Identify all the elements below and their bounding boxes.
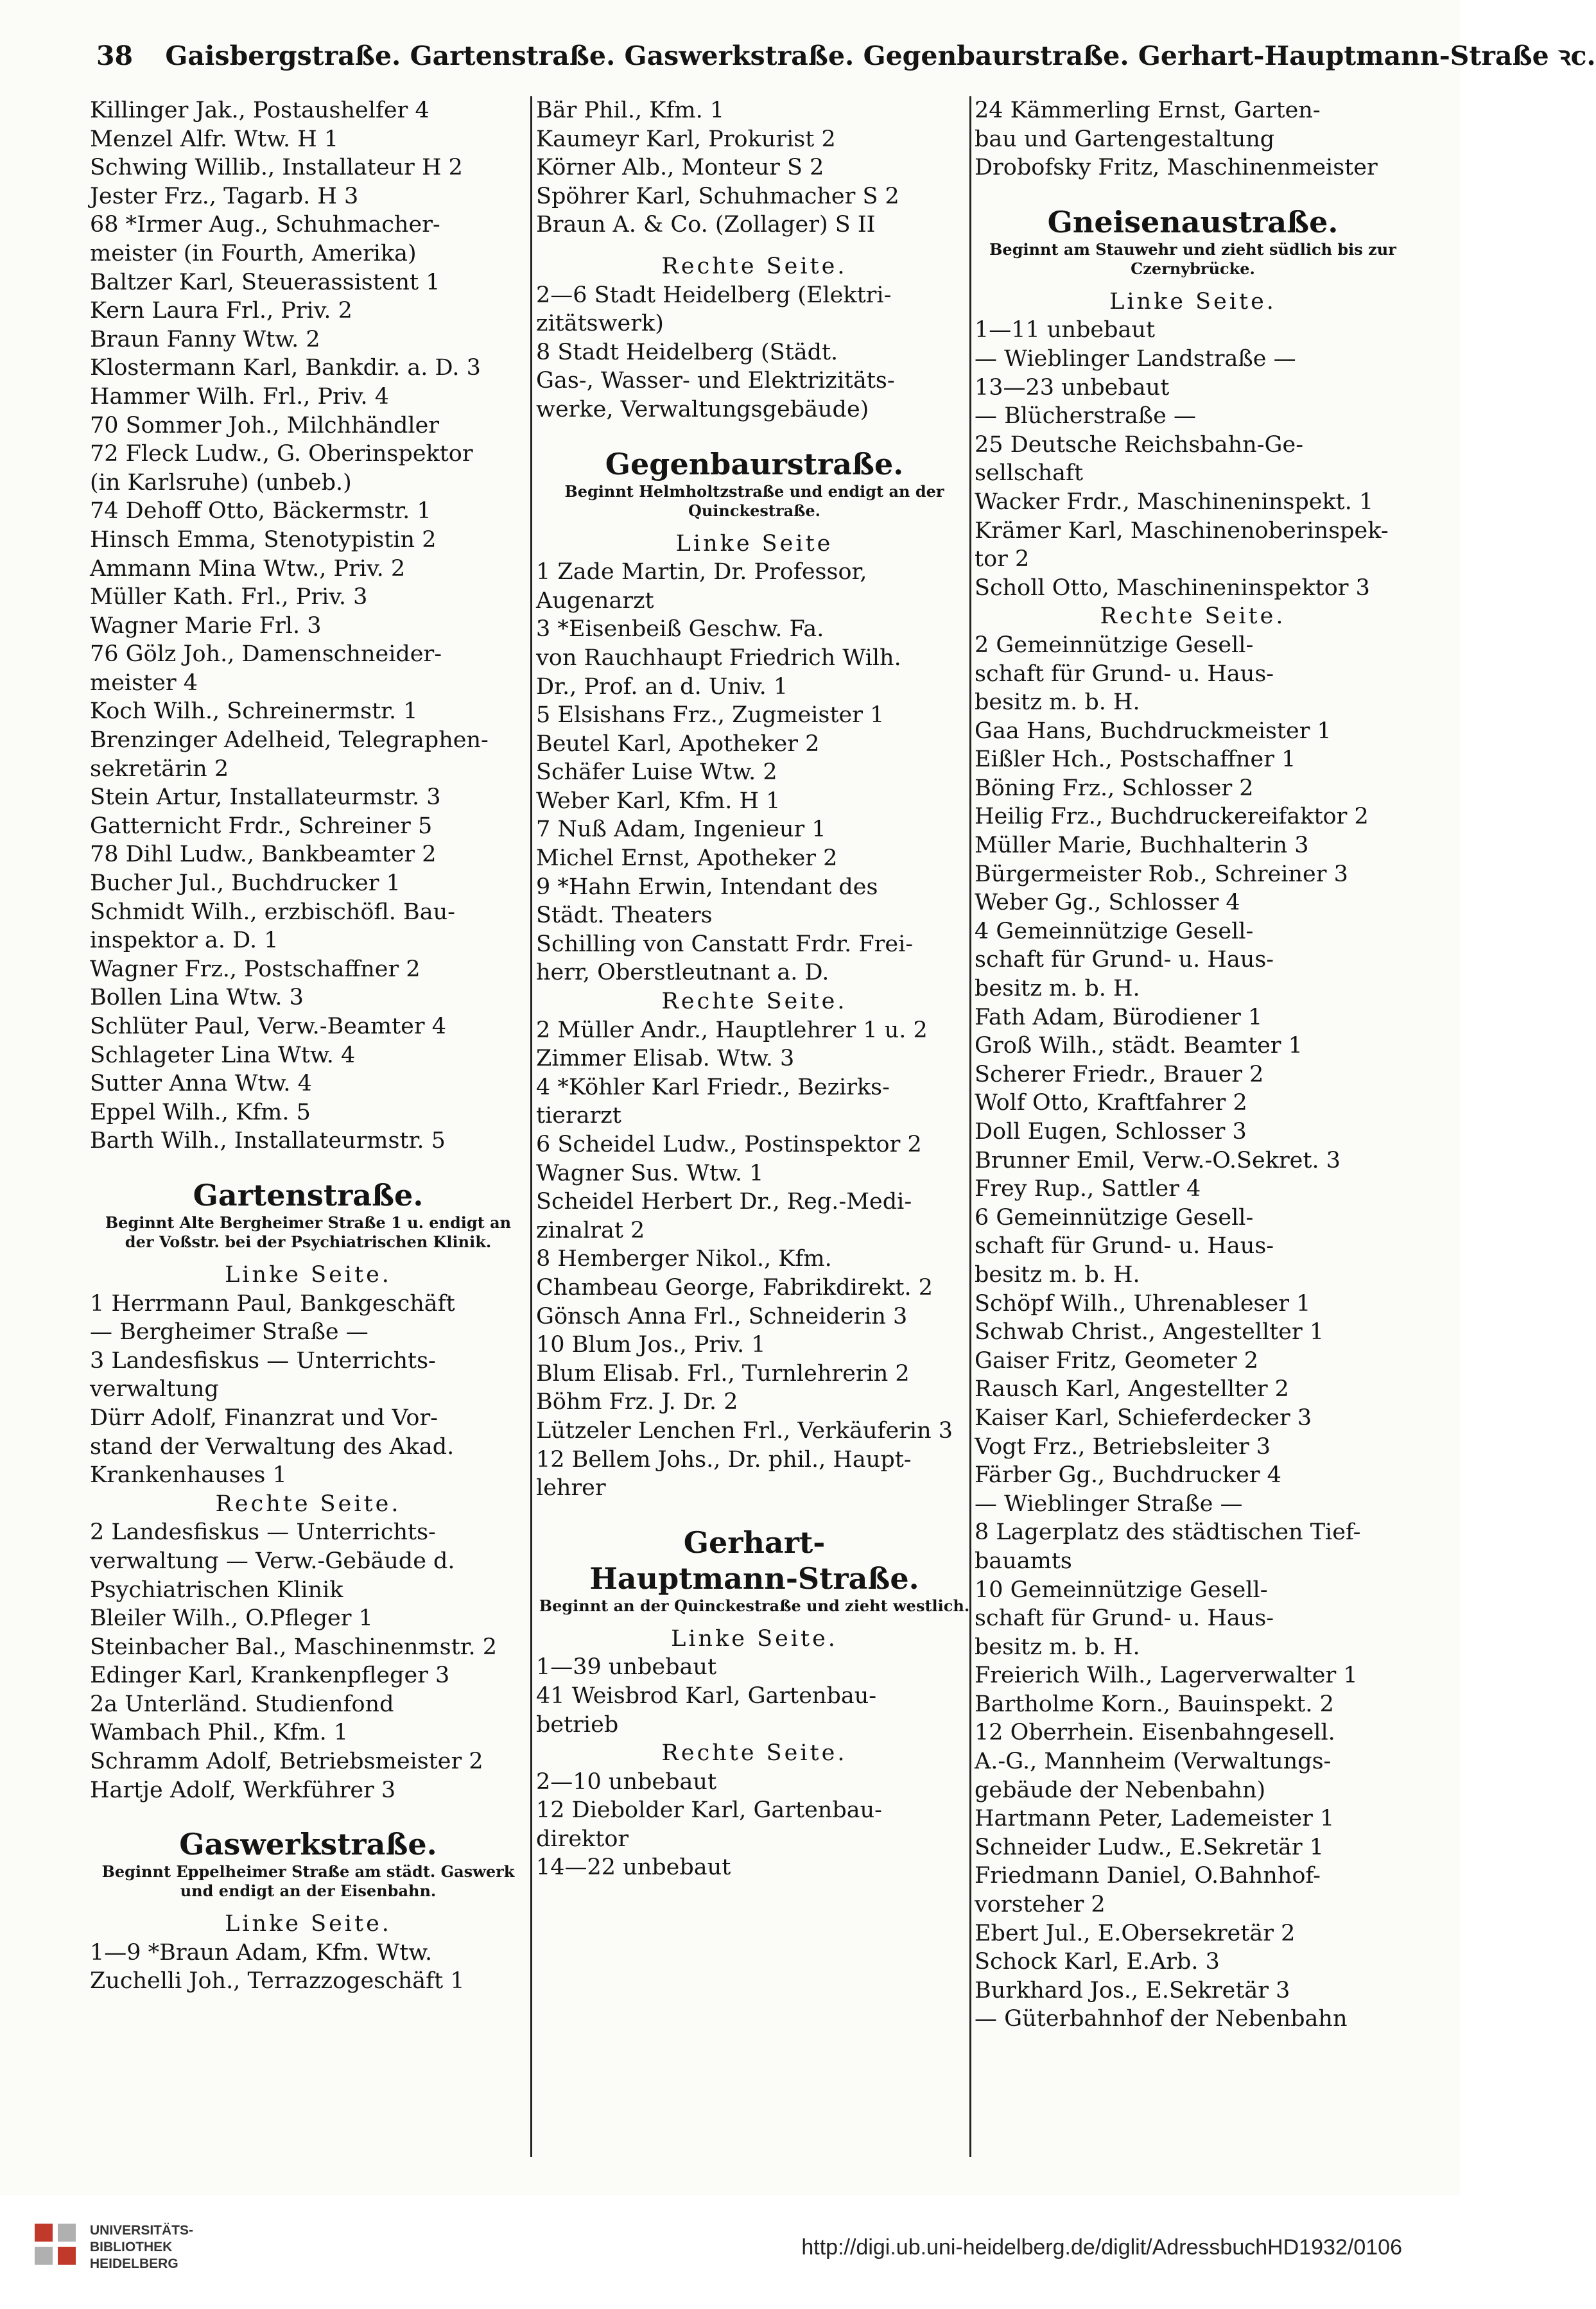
directory-entry-line: betrieb [536, 1711, 619, 1738]
directory-entry-line: Müller Kath. Frl., Priv. 3 [90, 584, 368, 610]
page-number: 38 [96, 40, 134, 71]
directory-entry-line: Scheidel Herbert Dr., Reg.-Medi- [536, 1189, 912, 1215]
directory-entry-line: Hinsch Emma, Stenotypistin 2 [90, 526, 437, 553]
directory-entry-line: 1 Herrmann Paul, Bankgeschäft [90, 1290, 455, 1317]
directory-entry-line: 3 *Eisenbeiß Geschw. Fa. [536, 616, 824, 643]
directory-entry-line: vorsteher 2 [975, 1892, 1106, 1918]
directory-entry-line: Kern Laura Frl., Priv. 2 [90, 298, 352, 324]
directory-entry-line: Doll Eugen, Schlosser 3 [975, 1119, 1247, 1145]
permalink-url[interactable]: http://digi.ub.uni-heidelberg.de/diglit/AdressbuchHD1932/0106 [801, 2235, 1402, 2260]
gegenbaurstrasse-right-list [536, 1016, 973, 1503]
directory-entry-line: Zimmer Elisab. Wtw. 3 [536, 1046, 795, 1072]
directory-entry-line: Kaumeyr Karl, Prokurist 2 [536, 126, 836, 152]
directory-entry-line: direktor [536, 1826, 629, 1852]
directory-entry-line: 70 Sommer Joh., Milchhändler [90, 412, 440, 438]
directory-entry-line: Wagner Frz., Postschaffner 2 [90, 956, 421, 982]
side-label: Linke Seite. [225, 1911, 392, 1937]
directory-entry-line: 1—39 unbebaut [536, 1654, 717, 1681]
gegenbaurstrasse-left-list [536, 558, 973, 987]
column-1 [90, 96, 526, 1996]
directory-entry-line: Michel Ernst, Apotheker 2 [536, 845, 838, 872]
library-name [90, 2222, 193, 2272]
directory-entry-line: Städt. Theaters [536, 903, 713, 929]
directory-entry-line: 10 Gemeinnützige Gesell- [975, 1577, 1268, 1603]
directory-entry-line: Gas-, Wasser- und Elektrizitäts- [536, 368, 895, 394]
directory-entry-line: Vogt Frz., Betriebsleiter 3 [975, 1433, 1271, 1460]
side-label: Rechte Seite. [1100, 603, 1286, 630]
directory-entry-line: Böning Frz., Schlosser 2 [975, 775, 1254, 801]
directory-entry-line: — Blücherstraße — [975, 403, 1197, 429]
directory-entry-line: Killinger Jak., Postaushelfer 4 [90, 98, 429, 123]
directory-entry-line: Böhm Frz. J. Dr. 2 [536, 1389, 738, 1415]
directory-entry-line: Hartmann Peter, Lademeister 1 [975, 1806, 1335, 1832]
directory-entry-line: Bär Phil., Kfm. 1 [536, 98, 725, 123]
side-label: Rechte Seite. [661, 989, 847, 1015]
gartenstrasse-right-list [90, 1518, 526, 1804]
digitization-footer [0, 2195, 1460, 2309]
directory-entry-line: Spöhrer Karl, Schuhmacher S 2 [536, 183, 899, 209]
directory-entry-line: Beutel Karl, Apotheker 2 [536, 731, 820, 757]
section-note-gerhart: Beginnt an der Quinckestraße und zieht westlich. [539, 1596, 970, 1615]
directory-entry-line: Friedmann Daniel, O.Bahnhof- [975, 1863, 1321, 1889]
directory-entry-line: 2—6 Stadt Heidelberg (Elektri- [536, 282, 892, 308]
directory-entry-line: Rausch Karl, Angestellter 2 [975, 1376, 1289, 1403]
directory-entry-line: Augenarzt [536, 587, 654, 614]
column-divider [530, 96, 532, 2157]
side-label: Rechte Seite. [661, 1740, 847, 1767]
gartenstrasse-left-list [90, 1290, 526, 1490]
directory-entry-line: Bürgermeister Rob., Schreiner 3 [975, 861, 1348, 887]
directory-entry-line: (in Karlsruhe) (unbeb.) [90, 469, 352, 496]
directory-entry-line: 4 *Köhler Karl Friedr., Bezirks- [536, 1074, 890, 1100]
directory-entry-line: 76 Gölz Joh., Damenschneider- [90, 641, 442, 668]
section-heading-gartenstrasse: Gartenstraße. [193, 1177, 424, 1213]
directory-entry-line: Krämer Karl, Maschinenoberinspek- [975, 517, 1389, 544]
gerhart-right-continued [975, 96, 1411, 182]
library-name-line: UNIVERSITÄTS- [90, 2223, 194, 2238]
directory-entry-line: Klostermann Karl, Bankdir. a. D. 3 [90, 355, 481, 381]
directory-entry-line: Gatternicht Frdr., Schreiner 5 [90, 813, 433, 839]
directory-entry-line: Brenzinger Adelheid, Telegraphen- [90, 727, 489, 754]
directory-entry-line: Eißler Hch., Postschaffner 1 [975, 747, 1296, 773]
page-header [96, 37, 1596, 76]
directory-entry-line: Groß Wilh., städt. Beamter 1 [975, 1033, 1303, 1059]
directory-entry-line: 8 Lagerplatz des städtischen Tief- [975, 1519, 1361, 1546]
directory-entry-line: zinalrat 2 [536, 1217, 645, 1243]
directory-entry-line: schaft für Grund- u. Haus- [975, 661, 1274, 687]
directory-entry-line: — Bergheimer Straße — [90, 1319, 369, 1345]
directory-entry-line: 78 Dihl Ludw., Bankbeamter 2 [90, 842, 437, 868]
directory-entry-line: 2 Gemeinnützige Gesell- [975, 632, 1254, 658]
directory-entry-line: Schwing Willib., Installateur H 2 [90, 155, 463, 181]
directory-entry-line: Weber Karl, Kfm. H 1 [536, 788, 781, 814]
side-label: Linke Seite [675, 530, 833, 557]
directory-entry-line: 68 *Irmer Aug., Schuhmacher- [90, 212, 440, 238]
section-heading-gegenbaurstrasse: Gegenbaurstraße. [605, 446, 904, 481]
directory-entry-line: Steinbacher Bal., Maschinenmstr. 2 [90, 1634, 498, 1660]
directory-entry-line: Wolf Otto, Kraftfahrer 2 [975, 1090, 1247, 1116]
directory-entry-line: Brunner Emil, Verw.-O.Sekret. 3 [975, 1147, 1340, 1173]
directory-entry-line: — Wieblinger Landstraße — [975, 345, 1296, 372]
directory-entry-line: 8 Stadt Heidelberg (Städt. [536, 339, 838, 365]
section-heading-gerhart: Gerhart- [683, 1525, 826, 1560]
directory-entry-line: Scherer Friedr., Brauer 2 [975, 1061, 1264, 1087]
directory-entry-line: Lützeler Lenchen Frl., Verkäuferin 3 [536, 1417, 953, 1444]
directory-entry-line: verwaltung — Verw.-Gebäude d. [90, 1548, 455, 1574]
directory-entry-line: 12 Oberrhein. Eisenbahngesell. [975, 1720, 1335, 1746]
directory-entry-line: besitz m. b. H. [975, 689, 1140, 716]
directory-entry-line: Fath Adam, Bürodiener 1 [975, 1004, 1263, 1030]
side-label: Rechte Seite. [215, 1491, 401, 1517]
directory-entry-line: Braun A. & Co. (Zollager) S II [536, 212, 876, 238]
directory-entry-line: Stein Artur, Installateurmstr. 3 [90, 784, 441, 811]
directory-entry-line: Jester Frz., Tagarb. H 3 [90, 183, 359, 209]
directory-entry-line: Ammann Mina Wtw., Priv. 2 [90, 555, 406, 582]
directory-entry-line: 74 Dehoff Otto, Bäckermstr. 1 [90, 498, 431, 524]
directory-entry-line: 5 Elsishans Frz., Zugmeister 1 [536, 702, 885, 729]
directory-entry-line: Heilig Frz., Buchdruckereifaktor 2 [975, 804, 1369, 830]
directory-entry-line: Wagner Marie Frl. 3 [90, 612, 322, 639]
directory-entry-line: Wambach Phil., Kfm. 1 [90, 1720, 349, 1746]
directory-entry-line: 3 Landesfiskus — Unterrichts- [90, 1347, 436, 1374]
section-heading-gneisenaustrasse: Gneisenaustraße. [1047, 204, 1339, 239]
directory-entry-line: 8 Hemberger Nikol., Kfm. [536, 1246, 832, 1272]
directory-entry-line: besitz m. b. H. [975, 1634, 1140, 1660]
directory-entry-line: 12 Diebolder Karl, Gartenbau- [536, 1797, 882, 1824]
directory-entry-line: — Güterbahnhof der Nebenbahn [975, 2006, 1348, 2032]
directory-entry-line: 6 Scheidel Ludw., Postinspektor 2 [536, 1132, 922, 1157]
directory-entry-line: 6 Gemeinnützige Gesell- [975, 1204, 1254, 1231]
directory-entry-line: tor 2 [975, 546, 1030, 573]
directory-entry-line: — Wieblinger Straße — [975, 1491, 1243, 1517]
directory-entry-line: Dr., Prof. an d. Univ. 1 [536, 673, 788, 700]
directory-entry-line: Eppel Wilh., Kfm. 5 [90, 1099, 311, 1125]
library-name-line: HEIDELBERG [90, 2256, 178, 2271]
directory-entry-line: Schneider Ludw., E.Sekretär 1 [975, 1834, 1324, 1860]
directory-entry-line: Schlüter Paul, Verw.-Beamter 4 [90, 1014, 446, 1039]
directory-entry-line: Wagner Sus. Wtw. 1 [536, 1160, 764, 1186]
directory-entry-line: Gaiser Fritz, Geometer 2 [975, 1347, 1259, 1374]
directory-entry-line: Bartholme Korn., Bauinspekt. 2 [975, 1691, 1334, 1717]
side-label: Rechte Seite. [661, 253, 847, 279]
gerhart-right-list [536, 1768, 973, 1882]
directory-entry-line: Barth Wilh., Installateurmstr. 5 [90, 1128, 446, 1154]
directory-entry-line: 2a Unterländ. Studienfond [90, 1691, 394, 1717]
directory-entry-line: Dürr Adolf, Finanzrat und Vor- [90, 1405, 438, 1431]
directory-entry-line: Psychiatrischen Klinik [90, 1577, 343, 1603]
directory-entry-line: 14—22 unbebaut [536, 1855, 731, 1881]
directory-entry-line: Edinger Karl, Krankenpfleger 3 [90, 1663, 450, 1689]
directory-entry-line: Schmidt Wilh., erzbischöfl. Bau- [90, 899, 455, 925]
university-library-logo-icon [32, 2221, 78, 2267]
directory-entry-line: Schäfer Luise Wtw. 2 [536, 759, 777, 786]
directory-entry-line: Gönsch Anna Frl., Schneiderin 3 [536, 1303, 908, 1329]
directory-entry-line: Schwab Christ., Angestellter 1 [975, 1319, 1324, 1345]
directory-entry-line: A.-G., Mannheim (Verwaltungs- [975, 1749, 1331, 1775]
directory-entry-line: Koch Wilh., Schreinermstr. 1 [90, 698, 418, 725]
directory-entry-line: bauamts [975, 1548, 1072, 1574]
library-name-line: BIBLIOTHEK [90, 2240, 173, 2254]
section-note-gaswerkstrasse: Beginnt Eppelheimer Straße am städt. Gaswerk und endigt an der Eisenbahn. [101, 1862, 515, 1901]
directory-entry-line: bau und Gartengestaltung [975, 126, 1275, 152]
directory-entry-line: Bollen Lina Wtw. 3 [90, 985, 304, 1011]
gaswerk-left-continued [536, 96, 973, 239]
directory-entry-line: tierarzt [536, 1103, 621, 1129]
directory-entry-line: 25 Deutsche Reichsbahn-Ge- [975, 431, 1304, 458]
directory-entry-line: besitz m. b. H. [975, 976, 1140, 1002]
directory-entry-line: 12 Bellem Johs., Dr. phil., Haupt- [536, 1446, 912, 1473]
directory-entry-line: Baltzer Karl, Steuerassistent 1 [90, 269, 440, 295]
directory-entry-line: Schramm Adolf, Betriebsmeister 2 [90, 1749, 483, 1775]
directory-entry-line: lehrer [536, 1475, 606, 1501]
directory-entry-line: von Rauchhaupt Friedrich Wilh. [536, 644, 901, 671]
directory-entry-line: 2 Müller Andr., Hauptlehrer 1 u. 2 [536, 1017, 928, 1043]
directory-entry-line: 1—9 *Braun Adam, Kfm. Wtw. [90, 1939, 433, 1966]
directory-entry-line: 2—10 unbebaut [536, 1769, 717, 1795]
directory-entry-line: verwaltung [90, 1376, 219, 1403]
directory-entry-line: Bleiler Wilh., O.Pfleger 1 [90, 1605, 373, 1632]
directory-entry-line: Krankenhauses 1 [90, 1462, 287, 1489]
directory-entry-line: Schöpf Wilh., Uhrenableser 1 [975, 1290, 1311, 1317]
directory-entry-line: 24 Kämmerling Ernst, Garten- [975, 98, 1321, 123]
directory-entry-line: schaft für Grund- u. Haus- [975, 1233, 1274, 1259]
directory-entry-line: inspektor a. D. 1 [90, 928, 279, 954]
directory-entry-line: meister (in Fourth, Amerika) [90, 240, 417, 266]
directory-entry-line: Burkhard Jos., E.Sekretär 3 [975, 1977, 1290, 2003]
directory-entry-line: Schilling von Canstatt Frdr. Frei- [536, 931, 914, 957]
directory-entry-line: schaft für Grund- u. Haus- [975, 947, 1274, 973]
directory-entry-line: herr, Oberstleutnant a. D. [536, 960, 829, 986]
directory-entry-line: zitätswerk) [536, 311, 664, 337]
column-3 [975, 96, 1411, 2034]
directory-entry-line: Schlageter Lina Wtw. 4 [90, 1042, 356, 1068]
directory-entry-line: Bucher Jul., Buchdrucker 1 [90, 870, 401, 897]
directory-entry-line: 4 Gemeinnützige Gesell- [975, 918, 1254, 944]
gaisbergstrasse-list [90, 96, 526, 1155]
directory-entry-line: Frey Rup., Sattler 4 [975, 1176, 1201, 1202]
side-label: Linke Seite. [671, 1625, 838, 1652]
directory-entry-line: 41 Weisbrod Karl, Gartenbau- [536, 1682, 877, 1709]
directory-entry-line: 9 *Hahn Erwin, Intendant des [536, 874, 878, 900]
column-2 [536, 96, 973, 1882]
directory-entry-line: Chambeau George, Fabrikdirekt. 2 [536, 1274, 933, 1301]
directory-entry-line: Ebert Jul., E.Obersekretär 2 [975, 1920, 1296, 1946]
section-heading-gaswerkstrasse: Gaswerkstraße. [179, 1827, 437, 1862]
directory-entry-line: 72 Fleck Ludw., G. Oberinspektor [90, 441, 473, 467]
section-note-gartenstrasse: Beginnt Alte Bergheimer Straße 1 u. endigt an der Voßstr. bei der Psychiatrischen Klinik. [105, 1213, 512, 1251]
side-label: Linke Seite. [1109, 288, 1276, 315]
directory-entry-line: sellschaft [975, 460, 1084, 487]
directory-entry-line: 1 Zade Martin, Dr. Professor, [536, 559, 867, 585]
directory-entry-line: Kaiser Karl, Schieferdecker 3 [975, 1405, 1312, 1431]
directory-entry-line: werke, Verwaltungsgebäude) [536, 396, 869, 422]
directory-entry-line: Körner Alb., Monteur S 2 [536, 155, 824, 181]
directory-entry-line: Weber Gg., Schlosser 4 [975, 890, 1240, 916]
directory-entry-line: 10 Blum Jos., Priv. 1 [536, 1332, 766, 1358]
section-note-gegenbaurstrasse: Beginnt Helmholtzstraße und endigt an der Quinckestraße. [564, 481, 944, 520]
directory-entry-line: 13—23 unbebaut [975, 374, 1170, 401]
directory-entry-line: Hartje Adolf, Werkführer 3 [90, 1777, 396, 1803]
section-note-gneisenaustrasse: Beginnt am Stauwehr und zieht südlich bis zur Czernybrücke. [989, 239, 1396, 278]
page-title: Gaisbergstraße. Gartenstraße. Gaswerkstraße. Gegenbaurstraße. Gerhart-Hauptmann-Straße ꝛc. [165, 40, 1596, 71]
directory-entry-line: stand der Verwaltung des Akad. [90, 1433, 455, 1460]
directory-entry-line: Freierich Wilh., Lagerverwalter 1 [975, 1663, 1358, 1689]
gneisenaustrasse-right-list [975, 631, 1411, 2034]
directory-entry-line: Blum Elisab. Frl., Turnlehrerin 2 [536, 1360, 910, 1387]
directory-entry-line: Menzel Alfr. Wtw. H 1 [90, 126, 339, 152]
gneisenaustrasse-left-list [975, 316, 1411, 602]
directory-entry-line: besitz m. b. H. [975, 1261, 1140, 1288]
directory-entry-line: Müller Marie, Buchhalterin 3 [975, 833, 1309, 859]
directory-entry-line: Braun Fanny Wtw. 2 [90, 326, 320, 352]
directory-entry-line: 1—11 unbebaut [975, 317, 1156, 343]
side-label: Linke Seite. [225, 1261, 392, 1288]
directory-entry-line: Drobofsky Fritz, Maschinenmeister [975, 155, 1378, 181]
directory-entry-line: 2 Landesfiskus — Unterrichts- [90, 1519, 436, 1546]
directory-entry-line: Scholl Otto, Maschineninspektor 3 [975, 575, 1370, 601]
gaswerkstrasse-left-list [90, 1939, 526, 1996]
directory-entry-line: meister 4 [90, 670, 198, 696]
directory-entry-line: Färber Gg., Buchdrucker 4 [975, 1462, 1281, 1489]
directory-entry-line: Zuchelli Joh., Terrazzogeschäft 1 [90, 1968, 465, 1994]
directory-entry-line: Wacker Frdr., Maschineninspekt. 1 [975, 489, 1374, 515]
directory-entry-line: Gaa Hans, Buchdruckmeister 1 [975, 718, 1331, 744]
directory-entry-line: Sutter Anna Wtw. 4 [90, 1071, 312, 1097]
directory-entry-line: gebäude der Nebenbahn) [975, 1777, 1266, 1803]
section-heading-hauptmann: Hauptmann-Straße. [589, 1561, 919, 1596]
gerhart-left-list [536, 1653, 973, 1739]
gaswerkstrasse-right-list [536, 281, 973, 424]
directory-entry-line: Hammer Wilh. Frl., Priv. 4 [90, 383, 390, 410]
directory-entry-line: 7 Nuß Adam, Ingenieur 1 [536, 817, 826, 843]
directory-entry-line: schaft für Grund- u. Haus- [975, 1605, 1274, 1632]
directory-entry-line: sekretärin 2 [90, 756, 229, 782]
directory-entry-line: Schock Karl, E.Arb. 3 [975, 1949, 1220, 1975]
